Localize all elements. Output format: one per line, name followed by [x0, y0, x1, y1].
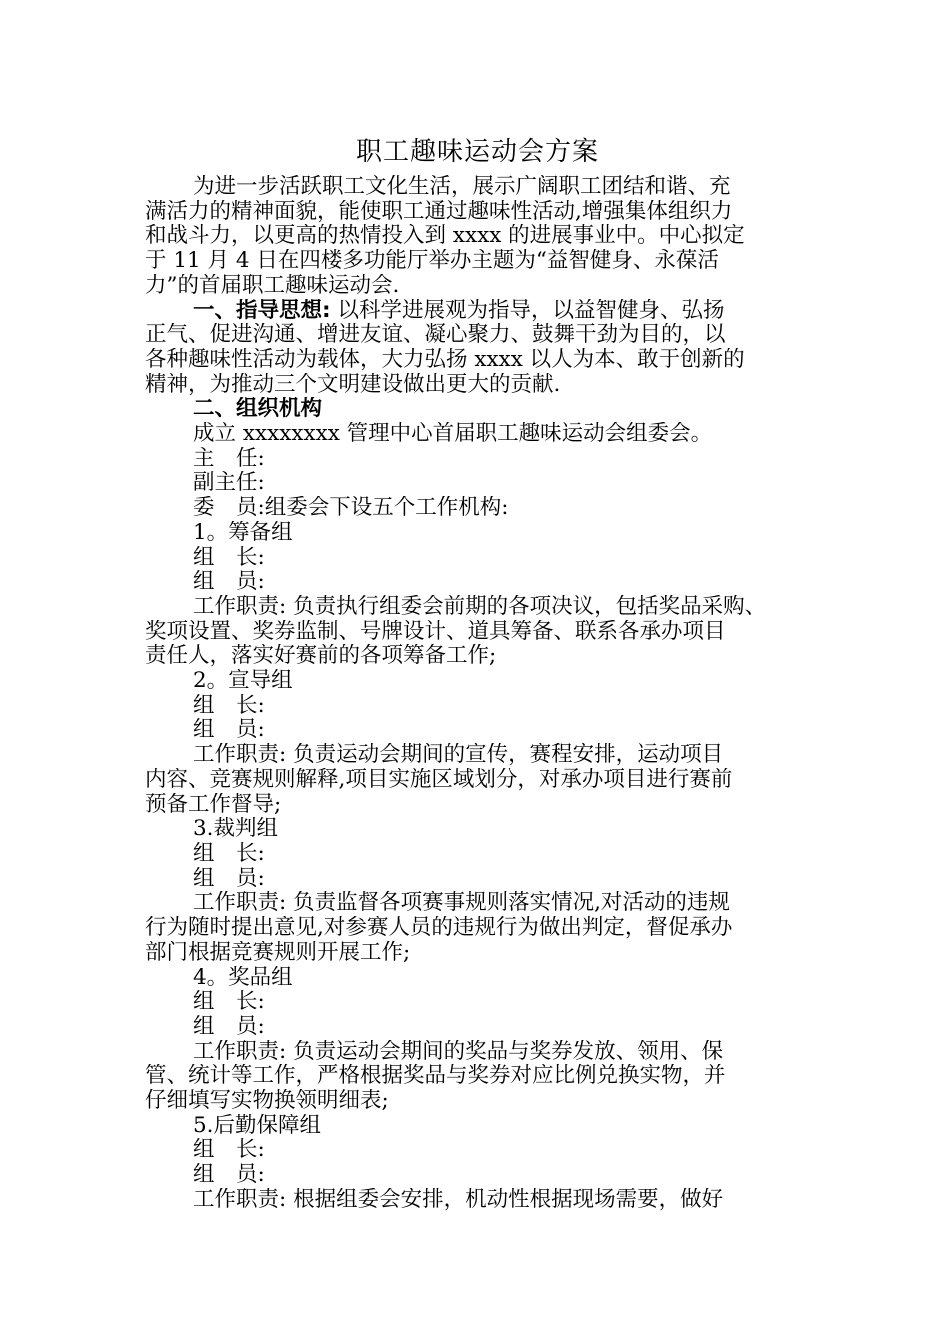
document-body: [145, 175, 810, 1213]
org-line: 成立 xxxxxxxx 管理中心首届职工趣味运动会组委会。: [193, 422, 713, 447]
intro-line: 于 11 月 4 日在四楼多功能厅举办主题为“益智健身、永葆活: [145, 249, 719, 274]
section1-first-text: 以科学进展观为指导，以益智健身、弘扬: [330, 298, 725, 323]
group-leader: 组 长:: [193, 545, 265, 570]
group-duty-line: 内容、竞赛规则解释,项目实施区域划分，对承办项目进行赛前: [145, 767, 733, 792]
group-duty-line: 管、统计等工作，严格根据奖品与奖券对应比例兑换实物，并: [145, 1064, 726, 1089]
group-duty-line: 仔细填写实物换领明细表;: [145, 1089, 389, 1114]
intro-line: 力”的首届职工趣味运动会.: [145, 273, 400, 298]
section1-line: 精神，为推动三个文明建设做出更大的贡献.: [145, 372, 561, 397]
group-duty-line: 工作职责: 根据组委会安排，机动性根据现场需要，做好: [193, 1187, 724, 1212]
org-members: 委 员:组委会下设五个工作机构:: [193, 496, 509, 521]
group-members: 组 员:: [193, 718, 265, 743]
group-leader: 组 长:: [193, 841, 265, 866]
group-members: 组 员:: [193, 1163, 265, 1188]
group-name: 3.裁判组: [193, 817, 279, 842]
section1-first-line: [145, 299, 810, 324]
group-name: 1。筹备组: [193, 520, 293, 545]
section1-heading: 一、指导思想:: [193, 298, 331, 323]
group-duty-line: 预备工作督导;: [145, 792, 282, 817]
group-members: 组 员:: [193, 866, 265, 891]
group-duty-line: 工作职责: 负责运动会期间的宣传，赛程安排，运动项目: [193, 743, 724, 768]
group-members: 组 员:: [193, 1014, 265, 1039]
group-name: 5.后勤保障组: [193, 1113, 322, 1138]
group-name: 2。宣导组: [193, 669, 293, 694]
document-title: 职工趣味运动会方案: [355, 137, 599, 167]
group-name: 4。奖品组: [193, 965, 293, 990]
intro-line: 为进一步活跃职工文化生活，展示广阔职工团结和谐、充: [193, 175, 731, 199]
document-page: [145, 133, 810, 1213]
group-duty-line: 行为随时提出意见,对参赛人员的违规行为做出判定，督促承办: [145, 916, 733, 941]
group-duty-line: 工作职责: 负责监督各项赛事规则落实情况,对活动的违规: [193, 891, 730, 916]
intro-line: 和战斗力，以更高的热情投入到 xxxx 的进展事业中。中心拟定: [145, 224, 745, 249]
intro-line: 满活力的精神面貌，能使职工通过趣味性活动,增强集体组织力: [145, 199, 733, 224]
section2-heading: 二、组织机构: [193, 397, 323, 422]
group-leader: 组 长:: [193, 990, 265, 1015]
section1-line: 各种趣味性活动为载体，大力弘扬 xxxx 以人为本、敢于创新的: [145, 347, 745, 372]
section1-line: 正气、促进沟通、增进友谊、凝心聚力、鼓舞干劲为目的，以: [145, 323, 726, 348]
group-duty-line: 工作职责: 负责执行组委会前期的各项决议，包括奖品采购、: [193, 594, 767, 619]
group-members: 组 员:: [193, 570, 265, 595]
group-duty-line: 奖项设置、奖券监制、号牌设计、道具筹备、联系各承办项目: [145, 619, 726, 644]
group-leader: 组 长:: [193, 693, 265, 718]
group-leader: 组 长:: [193, 1138, 265, 1163]
group-duty-line: 工作职责: 负责运动会期间的奖品与奖券发放、领用、保: [193, 1039, 724, 1064]
group-duty-line: 部门根据竞赛规则开展工作;: [145, 940, 411, 965]
org-director: 主 任:: [193, 446, 265, 471]
group-duty-line: 责任人，落实好赛前的各项筹备工作;: [145, 644, 497, 669]
org-deputy-director: 副主任:: [193, 471, 265, 496]
